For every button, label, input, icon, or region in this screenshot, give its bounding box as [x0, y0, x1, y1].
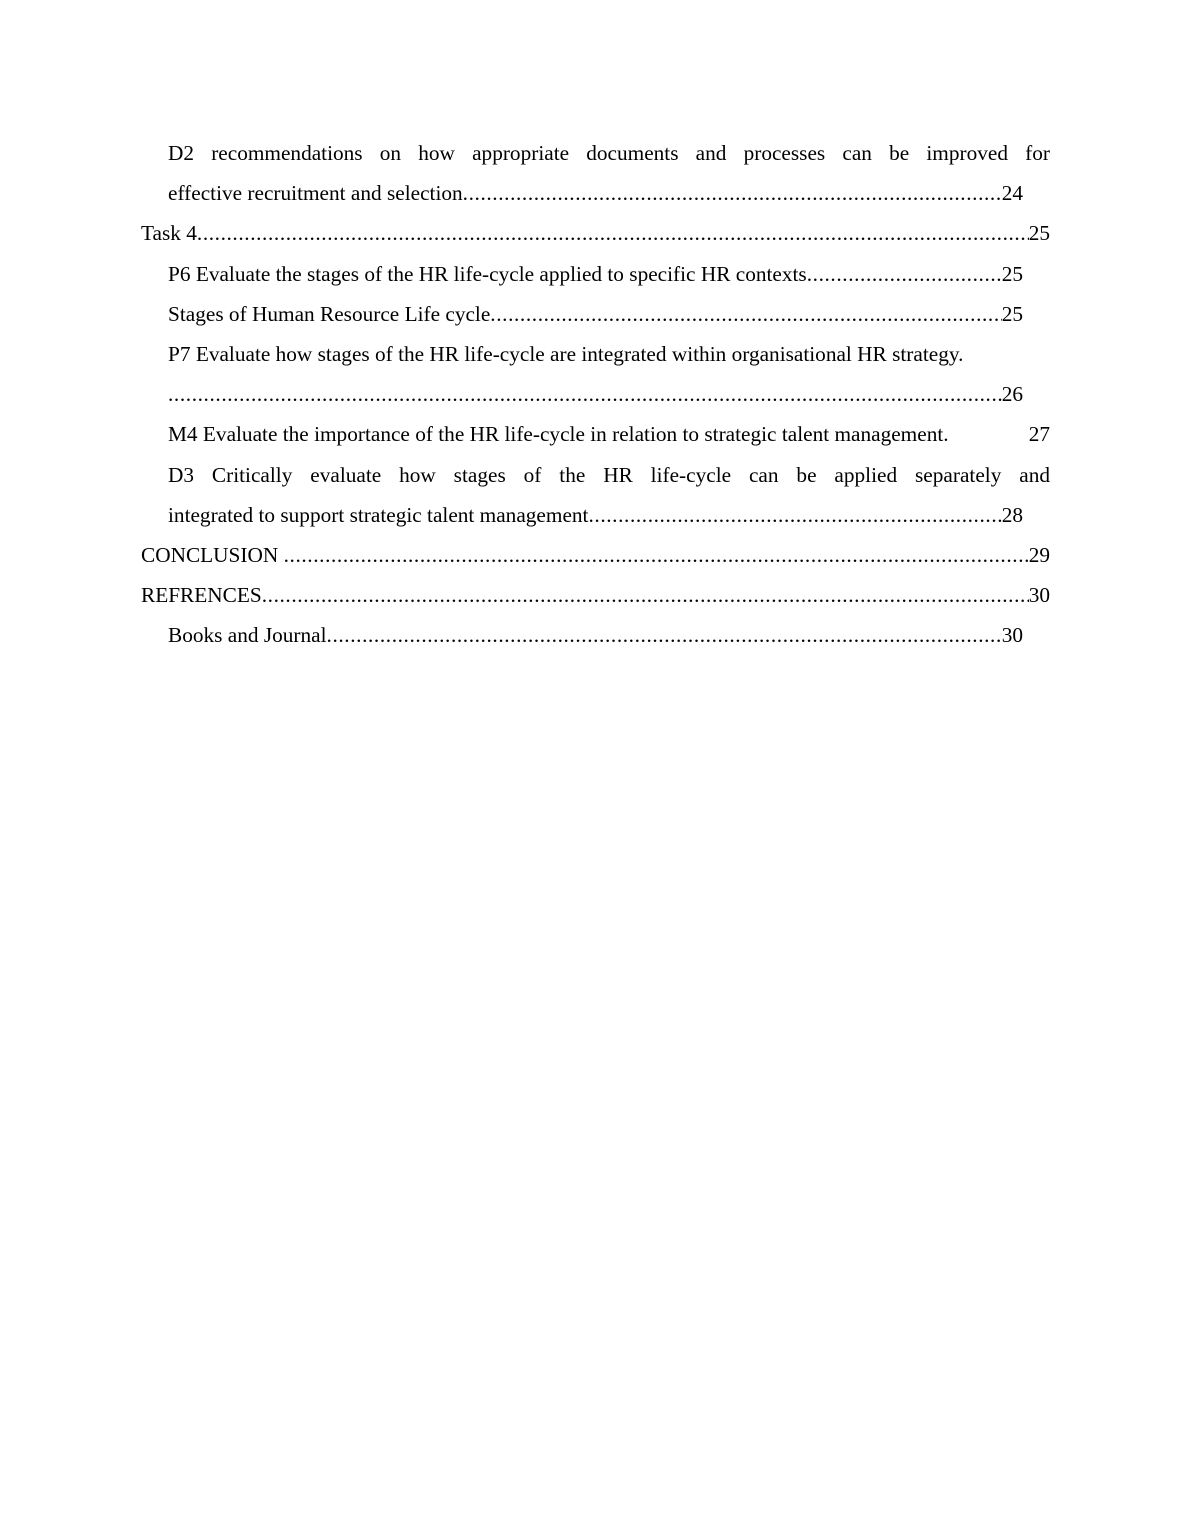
toc-entry-m4[interactable] — [141, 414, 1050, 454]
toc-entry-d3-text-1: D3 Critically evaluate how stages of the HR life-cycle can be applied separately and — [168, 462, 1050, 487]
dot-leader — [197, 213, 1029, 253]
toc-entry-d3-text-2: integrated to support strategic talent management — [168, 502, 589, 527]
toc-entry-p7-page: 26 — [1001, 382, 1023, 407]
toc-entry-conclusion[interactable] — [141, 535, 1050, 575]
toc-entry-p7-line1[interactable] — [141, 334, 1050, 374]
toc-entry-stages-text: Stages of Human Resource Life cycle — [168, 301, 491, 326]
toc-entry-d2-text-1: D2 recommendations on how appropriate documents and processes can be improved for — [168, 141, 1050, 165]
dot-leader — [463, 173, 1002, 213]
dot-leader — [490, 294, 1001, 334]
toc-entry-books-text: Books and Journal — [168, 623, 327, 648]
toc-entry-refrences-text: REFRENCES — [141, 583, 262, 608]
toc-entry-p6[interactable] — [141, 254, 1023, 294]
toc-entry-refrences[interactable] — [141, 575, 1050, 615]
toc-entry-d2-line2[interactable] — [141, 173, 1023, 213]
toc-entry-p6-text: P6 Evaluate the stages of the HR life-cycle applied to specific HR contexts — [168, 261, 807, 286]
toc-entry-stages-page: 25 — [1001, 301, 1023, 326]
dot-leader — [262, 575, 1029, 615]
toc-entry-task4-page: 25 — [1028, 221, 1050, 246]
toc-entry-task4[interactable] — [141, 213, 1050, 253]
toc-entry-d3-page: 28 — [1001, 502, 1023, 527]
toc-entry-conclusion-text: CONCLUSION — [141, 542, 284, 567]
table-of-contents — [141, 133, 1050, 655]
dot-leader — [807, 254, 1002, 294]
toc-entry-d3-line1[interactable] — [141, 455, 1050, 495]
toc-entry-refrences-page: 30 — [1028, 583, 1050, 608]
toc-entry-d2-text-2: effective recruitment and selection — [168, 181, 463, 206]
toc-entry-p7-text: P7 Evaluate how stages of the HR life-cycle are integrated within organisational HR strategy. — [168, 341, 964, 366]
toc-entry-m4-page: 27 — [1028, 422, 1050, 447]
toc-entry-d2-page: 24 — [1001, 181, 1023, 206]
toc-entry-task4-text: Task 4 — [141, 221, 197, 246]
dot-leader — [168, 374, 1002, 414]
dot-leader — [588, 495, 1001, 535]
toc-entry-books-page: 30 — [1001, 623, 1023, 648]
toc-entry-m4-text: M4 Evaluate the importance of the HR life-cycle in relation to strategic talent management. — [168, 422, 949, 447]
toc-entry-stages[interactable] — [141, 294, 1023, 334]
dot-leader — [327, 615, 1002, 655]
toc-entry-d2-line1[interactable] — [141, 133, 1050, 173]
toc-entry-books[interactable] — [141, 615, 1023, 655]
dot-leader — [284, 535, 1029, 575]
toc-entry-p6-page: 25 — [1001, 261, 1023, 286]
toc-entry-p7-line2[interactable] — [141, 374, 1023, 414]
toc-entry-d3-line2[interactable] — [141, 495, 1023, 535]
toc-entry-conclusion-page: 29 — [1028, 542, 1050, 567]
